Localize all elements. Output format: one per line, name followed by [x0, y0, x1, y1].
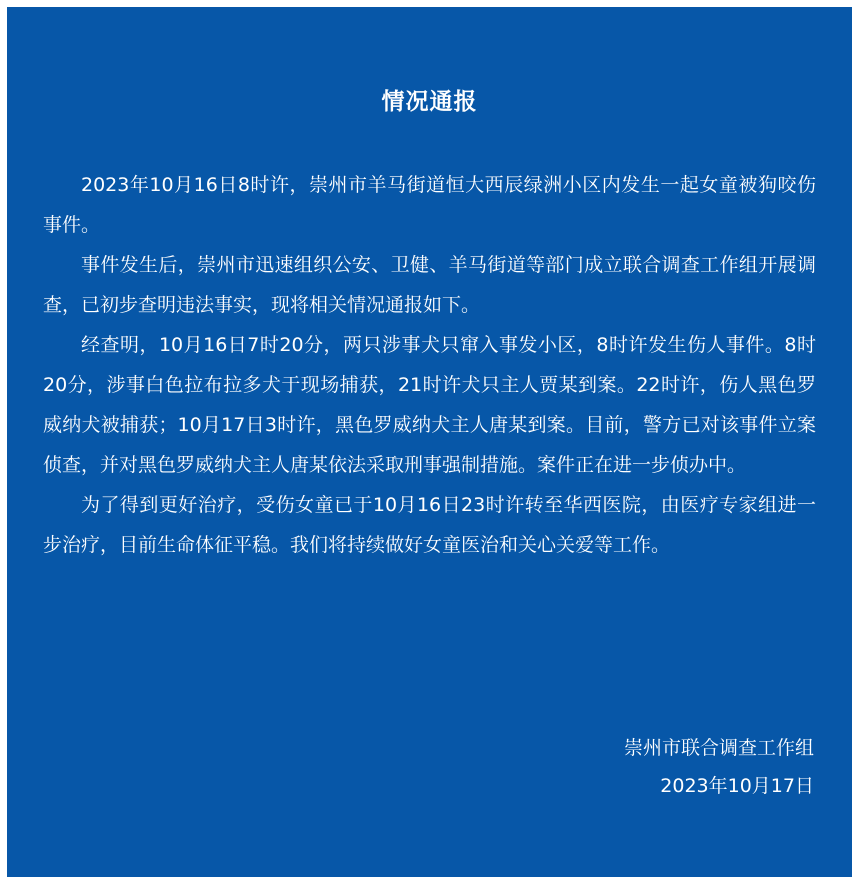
paragraph-incident: 2023年10月16日8时许，崇州市羊马街道恒大西辰绿洲小区内发生一起女童被狗咬伤事件。	[43, 174, 816, 236]
notice-panel	[7, 7, 852, 877]
paragraph-treatment: 为了得到更好治疗，受伤女童已于10月16日23时许转至华西医院，由医疗专家组进一步治疗，目前生命体征平稳。我们将持续做好女童医治和关心关爱等工作。	[43, 494, 816, 556]
notice-body	[43, 165, 816, 565]
signature-organization: 崇州市联合调查工作组	[623, 737, 814, 759]
paragraph-findings: 经查明，10月16日7时20分，两只涉事犬只窜入事发小区，8时许发生伤人事件。8时20分，涉事白色拉布拉多犬于现场捕获，21时许犬只主人贾某到案。22时许，伤人黑色罗威纳犬被捕获；10月17日3时许，黑色罗威纳犬主人唐某到案。目前，警方已对该事件立案侦查，并对黑色罗威纳犬主人唐某依法采取刑事强制措施。案件正在进一步侦办中。	[43, 334, 816, 476]
signature-block	[624, 729, 814, 805]
paragraph-response: 事件发生后，崇州市迅速组织公安、卫健、羊马街道等部门成立联合调查工作组开展调查，已初步查明违法事实，现将相关情况通报如下。	[43, 254, 816, 316]
signature-date: 2023年10月17日	[660, 775, 814, 797]
notice-title: 情况通报	[381, 89, 478, 115]
